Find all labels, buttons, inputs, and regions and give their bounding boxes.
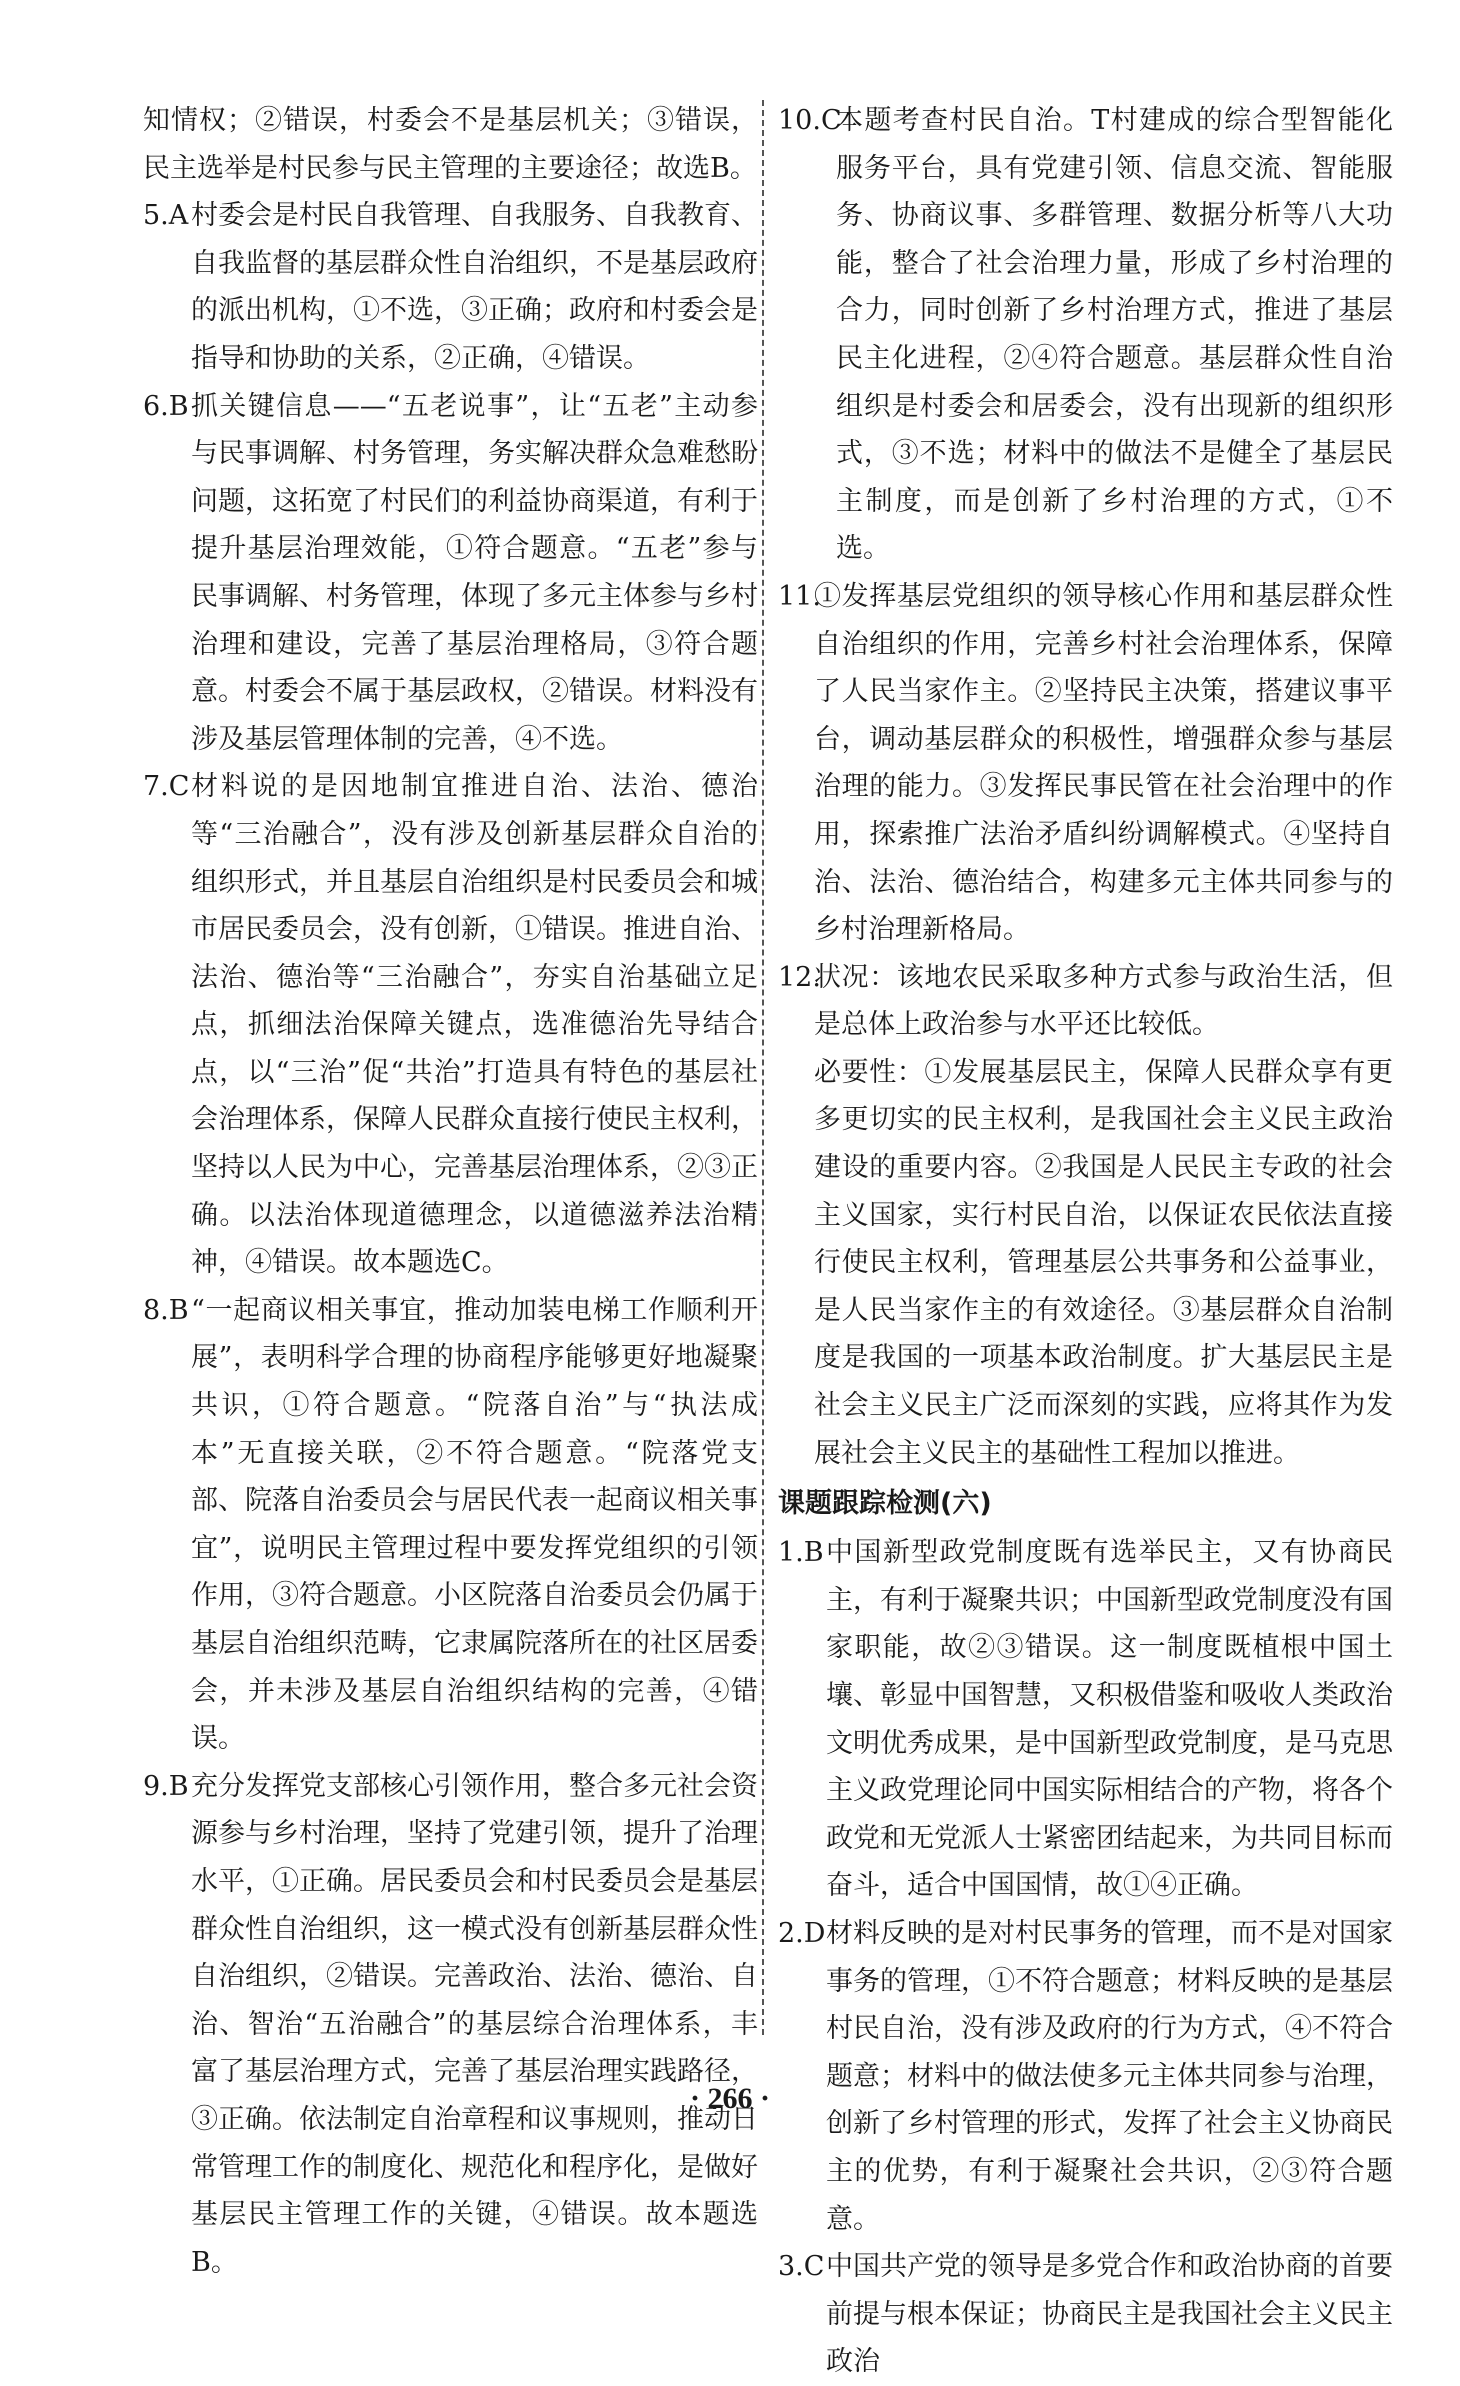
left-column [143,97,758,2286]
item-number: 12. [778,961,821,993]
section-item-2 [778,1910,1393,2243]
answer-item-12 [778,954,1393,1049]
item-text: 中国新型政党制度既有选举民主，又有协商民主，有利于凝聚共识；中国新型政党制度没有国家职能，故②③错误。这一制度既植根中国土壤、彰显中国智慧，又积极借鉴和吸收人类政治文明优秀成果，是中国新型政党制度，是马克思主义政党理论同中国实际相结合的产物，将各个政党和无党派人士紧密团结起来，为共同目标而奋斗，适合中国国情，故①④正确。 [826,1537,1393,1902]
item-text: “一起商议相关事宜，推动加装电梯工作顺利开展”，表明科学合理的协商程序能够更好地凝聚共识，①符合题意。“院落自治”与“执法成本”无直接关联，②不符合题意。“院落党支部、院落自治委员会与居民代表一起商议相关事宜”，说明民主管理过程中要发挥党组织的引领作用，③符合题意。小区院落自治委员会仍属于基层自治组织范畴，它隶属院落所在的社区居委会，并未涉及基层自治组织结构的完善，④错误。 [191,1294,758,1755]
item-text: 本题考查村民自治。T村建成的综合型智能化服务平台，具有党建引领、信息交流、智能服务、协商议事、多群管理、数据分析等八大功能，整合了社会治理力量，形成了乡村治理的合力，同时创新了乡村治理方式，推进了基层民主化进程，②④符合题意。基层群众性自治组织是村委会和居委会，没有出现新的组织形式，③不选；材料中的做法不是健全了基层民主制度，而是创新了乡村治理的方式，①不选。 [836,105,1393,565]
item-text: 材料说的是因地制宜推进自治、法治、德治等“三治融合”，没有涉及创新基层群众自治的组织形式，并且基层自治组织是村民委员会和城市居民委员会，没有创新，①错误。推进自治、法治、德治等“三治融合”，夯实自治基础立足点，抓细法治保障关键点，选准德治先导结合点，以“三治”促“共治”打造具有特色的基层社会治理体系，保障人民群众直接行使民主权利，坚持以人民为中心，完善基层治理体系，②③正确。以法治体现道德理念，以道德滋养法治精神，④错误。故本题选C。 [191,771,758,1279]
item-text: 抓关键信息——“五老说事”，让“五老”主动参与民事调解、村务管理，务实解决群众急难愁盼问题，这拓宽了村民们的利益协商渠道，有利于提升基层治理效能，①符合题意。“五老”参与民事调解、村务管理，体现了多元主体参与乡村治理和建设，完善了基层治理格局，③符合题意。村委会不属于基层政权，②错误。材料没有涉及基层管理体制的完善，④不选。 [191,390,758,755]
continued-paragraph: 知情权；②错误，村委会不是基层机关；③错误，民主选举是村民参与民主管理的主要途径；故选B。 [143,105,758,184]
answer-item-7 [143,763,758,1287]
item-number: 10.C [778,105,842,136]
answer-item-5 [143,192,758,382]
answer-item-6 [143,383,758,764]
item-number: 3.C [778,2251,825,2283]
item-text: 材料反映的是对村民事务的管理，而不是对国家事务的管理，①不符合题意；材料反映的是基层村民自治，没有涉及政府的行为方式，④不符合题意；材料中的做法使多元主体共同参与治理，创新了乡村管理的形式，发挥了社会主义协商民主的优势，有利于凝聚社会共识，②③符合题意。 [826,1917,1393,2235]
column-divider [762,100,764,2035]
item-number: 11. [778,580,821,612]
item-number: 6.B [143,390,189,422]
item-number: 1.B [778,1537,824,1569]
answer-item-9 [143,1763,758,2287]
item-text: ①发挥基层党组织的领导核心作用和基层群众性自治组织的作用，完善乡村社会治理体系，保障了人民当家作主。②坚持民主决策，搭建议事平台，调动基层群众的积极性，增强群众参与基层治理的能力。③发挥民事民管在社会治理中的作用，探索推广法治矛盾纠纷调解模式。④坚持自治、法治、德治结合，构建多元主体共同参与的乡村治理新格局。 [814,580,1393,946]
answer-item-8 [143,1287,758,1763]
item-number: 2.D [778,1917,826,1949]
answer-item-11 [778,573,1393,954]
answer-item-10 [778,97,1393,573]
page-number: · 266 · [689,2082,770,2115]
section-item-1 [778,1529,1393,1910]
item-number: 8.B [143,1294,189,1326]
section-title: 课题跟踪检测(六) [778,1488,992,1520]
item-number: 7.C [143,771,190,803]
right-column [778,97,1393,2386]
answer-item-12-necessity: 必要性：①发展基层民主，保障人民群众享有更多更切实的民主权利，是我国社会主义民主政治建设的重要内容。②我国是人民民主专政的社会主义国家，实行村民自治，以保证农民依法直接行使民主权利，管理基层公共事务和公益事业，是人民当家作主的有效途径。③基层群众自治制度是我国的一项基本政治制度。扩大基层民主是社会主义民主广泛而深刻的实践，应将其作为发展社会主义民主的基础性工程加以推进。 [814,1056,1393,1469]
item-number: 9.B [143,1770,189,1802]
section-item-3 [778,2243,1393,2386]
item-text: 充分发挥党支部核心引领作用，整合多元社会资源参与乡村治理，坚持了党建引领，提升了治理水平，①正确。居民委员会和村民委员会是基层群众性自治组织，这一模式没有创新基层群众性自治组织，②错误。完善政治、法治、德治、自治、智治“五治融合”的基层综合治理体系，丰富了基层治理方式，完善了基层治理实践路径，③正确。依法制定自治章程和议事规则，推动日常管理工作的制度化、规范化和程序化，是做好基层民主管理工作的关键，④错误。故本题选B。 [191,1770,758,2278]
item-text: 中国共产党的领导是多党合作和政治协商的首要前提与根本保证；协商民主是我国社会主义民主政治 [826,2251,1393,2378]
item-text: 状况：该地农民采取多种方式参与政治生活，但是总体上政治参与水平还比较低。 [814,961,1393,1041]
item-number: 5.A [143,200,189,232]
item-text: 村委会是村民自我管理、自我服务、自我教育、自我监督的基层群众性自治组织，不是基层政府的派出机构，①不选，③正确；政府和村委会是指导和协助的关系，②正确，④错误。 [191,200,758,374]
